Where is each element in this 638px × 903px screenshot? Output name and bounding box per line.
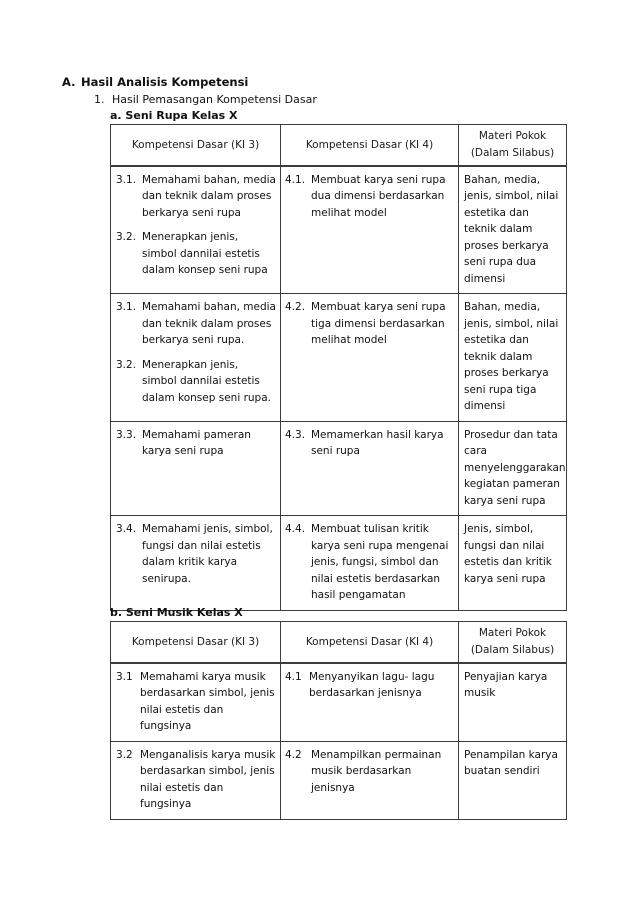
materi-cell: Penyajian karya musik <box>459 663 567 742</box>
section-title: Hasil Analisis Kompetensi <box>81 75 249 89</box>
kd-text: Memahami bahan, media dan teknik dalam proses berkarya seni rupa. <box>142 301 276 346</box>
kd-item <box>285 427 454 460</box>
kd-text: Menerapkan jenis, simbol dannilai estetis dalam konsep seni rupa. <box>142 358 271 404</box>
header-kd-ki4: Kompetensi Dasar (KI 4) <box>281 125 459 166</box>
header-kd-ki3: Kompetensi Dasar (KI 3) <box>111 622 281 663</box>
header-materi: Materi Pokok (Dalam Silabus) <box>459 622 567 663</box>
subsection-title: Hasil Pemasangan Kompetensi Dasar <box>112 93 317 106</box>
table-row <box>111 294 567 422</box>
header-kd-ki3: Kompetensi Dasar (KI 3) <box>111 125 281 166</box>
ki3-cell <box>111 516 281 611</box>
kd-text: Memahami jenis, simbol, fungsi dan nilai estetis dalam kritik karya senirupa. <box>142 523 273 585</box>
table-row <box>111 663 567 742</box>
kd-item <box>116 357 276 407</box>
kd-number: 3.2. <box>116 358 137 371</box>
ki3-cell <box>111 741 281 819</box>
seni-rupa-table <box>110 124 567 611</box>
kd-number: 4.2. <box>285 301 306 313</box>
section-heading <box>62 75 248 89</box>
materi-cell: Bahan, media, jenis, simbol, nilai estetika dan teknik dalam proses berkarya seni rupa tiga dimensi <box>459 294 567 422</box>
kd-number: 3.2 <box>116 748 133 761</box>
kd-text: Memahami karya musik berdasarkan simbol, jenis nilai estetis dan fungsinya <box>140 670 275 732</box>
kd-item <box>285 521 454 604</box>
subsection-label: 1. <box>94 93 105 106</box>
header-materi: Materi Pokok (Dalam Silabus) <box>459 125 567 166</box>
kd-text: Membuat karya seni rupa dua dimensi berdasarkan melihat model <box>311 173 446 219</box>
materi-cell: Jenis, simbol, fungsi dan nilai estetis dan kritik karya seni rupa <box>459 516 567 611</box>
kd-item <box>116 172 276 222</box>
kd-number: 3.1 <box>116 670 133 683</box>
kd-number: 4.3. <box>285 428 306 441</box>
kd-text: Menerapkan jenis, simbol dannilai estetis dalam konsep seni rupa <box>142 231 268 276</box>
materi-cell: Penampilan karya buatan sendiri <box>459 741 567 819</box>
kd-item <box>116 669 276 735</box>
kd-item <box>116 229 276 279</box>
ki3-cell <box>111 294 281 422</box>
section-label: A. <box>62 75 76 89</box>
kd-text: Memamerkan hasil karya seni rupa <box>311 428 444 457</box>
kd-number: 3.4. <box>116 523 137 535</box>
kd-number: 3.2. <box>116 231 137 243</box>
kd-text: Menampilkan permainan musik berdasarkan jenisnya <box>311 748 442 794</box>
ki3-cell <box>111 166 281 294</box>
kd-number: 3.1. <box>116 301 137 313</box>
kd-number: 4.4. <box>285 523 306 535</box>
kd-text: Memahami pameran karya seni rupa <box>142 428 251 457</box>
subsection-heading <box>94 93 317 106</box>
kd-text: Membuat karya seni rupa tiga dimensi berdasarkan melihat model <box>311 301 446 346</box>
seni-musik-title: b. Seni Musik Kelas X <box>110 606 243 619</box>
ki4-cell <box>281 421 459 516</box>
header-kd-ki4: Kompetensi Dasar (KI 4) <box>281 622 459 663</box>
kd-text: Memahami bahan, media dan teknik dalam proses berkarya seni rupa <box>142 173 276 219</box>
ki3-cell <box>111 421 281 516</box>
kd-number: 3.1. <box>116 173 137 186</box>
kd-item <box>285 299 454 349</box>
kd-text: Menyanyikan lagu- lagu berdasarkan jenisnya <box>309 670 435 699</box>
kd-item <box>116 299 276 349</box>
materi-cell: Prosedur dan tata cara menyelenggarakan kegiatan pameran karya seni rupa <box>459 421 567 516</box>
materi-cell: Bahan, media, jenis, simbol, nilai estetika dan teknik dalam proses berkarya seni rupa dua dimensi <box>459 166 567 294</box>
kd-number: 3.3. <box>116 428 137 441</box>
ki4-cell <box>281 741 459 819</box>
seni-rupa-title: a. Seni Rupa Kelas X <box>110 109 238 122</box>
table-row <box>111 516 567 611</box>
kd-item <box>116 747 276 813</box>
table-row <box>111 166 567 294</box>
table-header-row <box>111 125 567 166</box>
ki4-cell <box>281 663 459 742</box>
kd-text: Membuat tulisan kritik karya seni rupa mengenai jenis, fungsi, simbol dan nilai estetis berdasarkan hasil pengamatan <box>311 523 449 601</box>
kd-item <box>285 669 454 702</box>
kd-number: 4.2 <box>285 748 302 761</box>
kd-item <box>116 521 276 587</box>
kd-text: Menganalisis karya musik berdasarkan simbol, jenis nilai estetis dan fungsinya <box>140 748 276 810</box>
kd-item <box>116 427 276 460</box>
table-row <box>111 421 567 516</box>
table-header-row <box>111 622 567 663</box>
ki4-cell <box>281 294 459 422</box>
ki3-cell <box>111 663 281 742</box>
ki4-cell <box>281 166 459 294</box>
kd-item <box>285 747 454 797</box>
kd-number: 4.1 <box>285 670 302 683</box>
ki4-cell <box>281 516 459 611</box>
kd-item <box>285 172 454 222</box>
table-row <box>111 741 567 819</box>
kd-number: 4.1. <box>285 173 306 186</box>
seni-musik-table <box>110 621 567 820</box>
